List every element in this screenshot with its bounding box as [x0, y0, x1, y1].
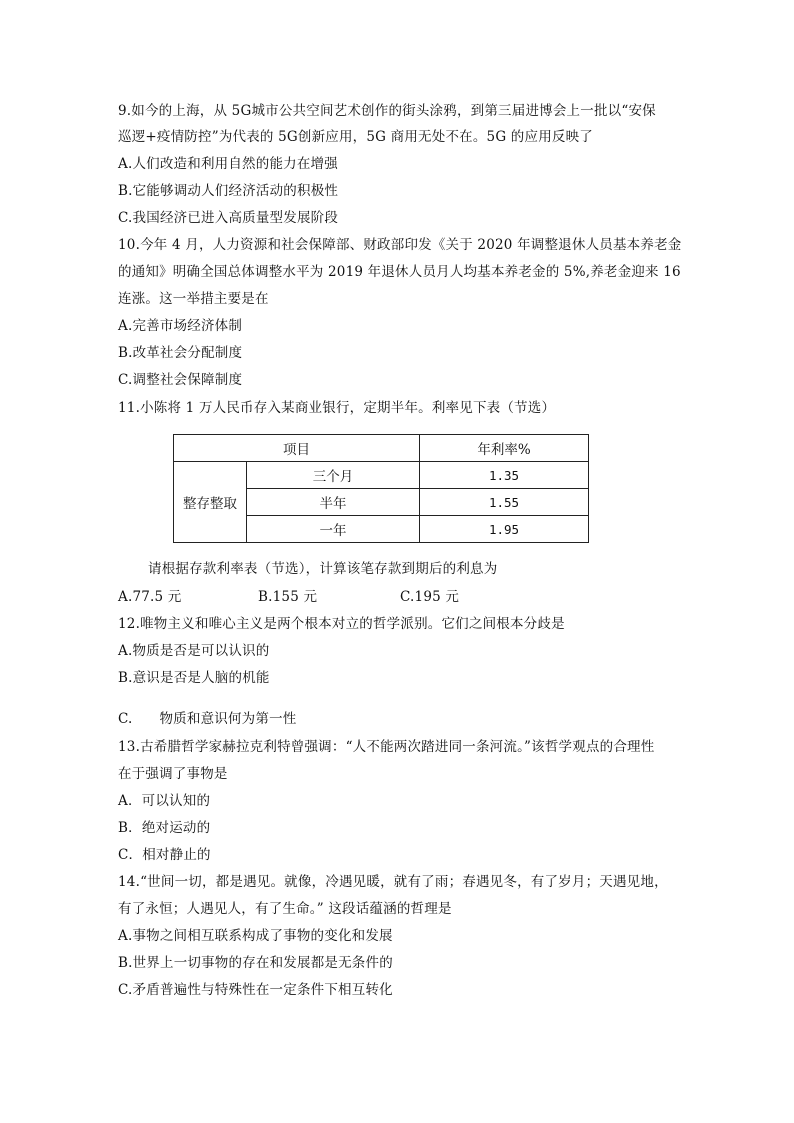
q9-option-c: C.我国经济已进入高质量型发展阶段: [118, 210, 339, 226]
q9-stem-line1: 9.如今的上海，从 5G城市公共空间艺术创作的街头涂鸦，到第三届进博会上一批以“安保: [118, 103, 656, 119]
q13-option-b: B．绝对运动的: [118, 820, 211, 836]
q12-option-b: B.意识是否是人脑的机能: [118, 670, 270, 686]
q10-stem-line1: 10.今年 4 月，人力资源和社会保障部、财政部印发《关于 2020 年调整退休人员基本养老金: [118, 237, 682, 253]
q12-stem: 12.唯物主义和唯心主义是两个根本对立的哲学派别。它们之间根本分歧是: [118, 616, 565, 632]
q11-option-b: B.155 元: [258, 589, 318, 605]
q11-question: 请根据存款利率表（节选），计算该笔存款到期后的利息为: [148, 561, 498, 577]
q9-option-b: B.它能够调动人们经济活动的积极性: [118, 183, 339, 199]
q11-stem: 11.小陈将 1 万人民币存入某商业银行，定期半年。利率见下表（节选）: [118, 400, 556, 416]
q13-stem-line1: 13.古希腊哲学家赫拉克利特曾强调：“人不能两次踏进同一条河流。”该哲学观点的合理性: [118, 739, 655, 755]
q10-stem-line2: 的通知》明确全国总体调整水平为 2019 年退休人员月人均基本养老金的 5%,养老金迎来 16: [118, 264, 681, 280]
q11-options-row: [118, 587, 688, 607]
q12-option-a: A.物质是否是可以认识的: [118, 643, 270, 659]
q11-option-a: A.77.5 元: [118, 589, 182, 605]
interest-rate-table: [173, 434, 589, 543]
q14-option-a: A.事物之间相互联系构成了事物的变化和发展: [118, 928, 393, 944]
table-cell-term: 三个月: [247, 462, 420, 489]
q13-option-a: A．可以认知的: [118, 793, 211, 809]
table-header-rate: 年利率%: [420, 435, 589, 462]
q14-stem-line2: 有了永恒；人遇见人，有了生命。” 这段话蕴涵的哲理是: [118, 901, 452, 917]
table-group-label: 整存整取: [174, 462, 247, 543]
q10-option-a: A.完善市场经济体制: [118, 318, 243, 334]
q10-option-c: C.调整社会保障制度: [118, 372, 243, 388]
table-cell-term: 半年: [247, 489, 420, 516]
q9-option-a: A.人们改造和利用自然的能力在增强: [118, 156, 338, 172]
q13-stem-line2: 在于强调了事物是: [118, 766, 228, 782]
table-cell-rate: 1.55: [420, 489, 589, 516]
q14-option-b: B.世界上一切事物的存在和发展都是无条件的: [118, 955, 393, 971]
table-cell-rate: 1.35: [420, 462, 589, 489]
q9-stem-line2: 巡逻+疫情防控”为代表的 5G创新应用，5G 商用无处不在。5G 的应用反映了: [118, 129, 594, 145]
table-row: [174, 462, 589, 489]
q10-option-b: B.改革社会分配制度: [118, 345, 243, 361]
q14-option-c: C.矛盾普遍性与特殊性在一定条件下相互转化: [118, 982, 393, 998]
q10-stem-line3: 连涨。这一举措主要是在: [118, 291, 269, 307]
table-header-row: [174, 435, 589, 462]
table-cell-rate: 1.95: [420, 516, 589, 543]
table-cell-term: 一年: [247, 516, 420, 543]
q13-option-c: C．相对静止的: [118, 847, 211, 863]
q14-stem-line1: 14.“世间一切，都是遇见。就像，冷遇见暖，就有了雨；春遇见冬，有了岁月；天遇见地，: [118, 874, 668, 890]
q11-option-c: C.195 元: [400, 589, 460, 605]
table-header-item: 项目: [174, 435, 420, 462]
q12-option-c: C. 物质和意识何为第一性: [118, 711, 297, 727]
